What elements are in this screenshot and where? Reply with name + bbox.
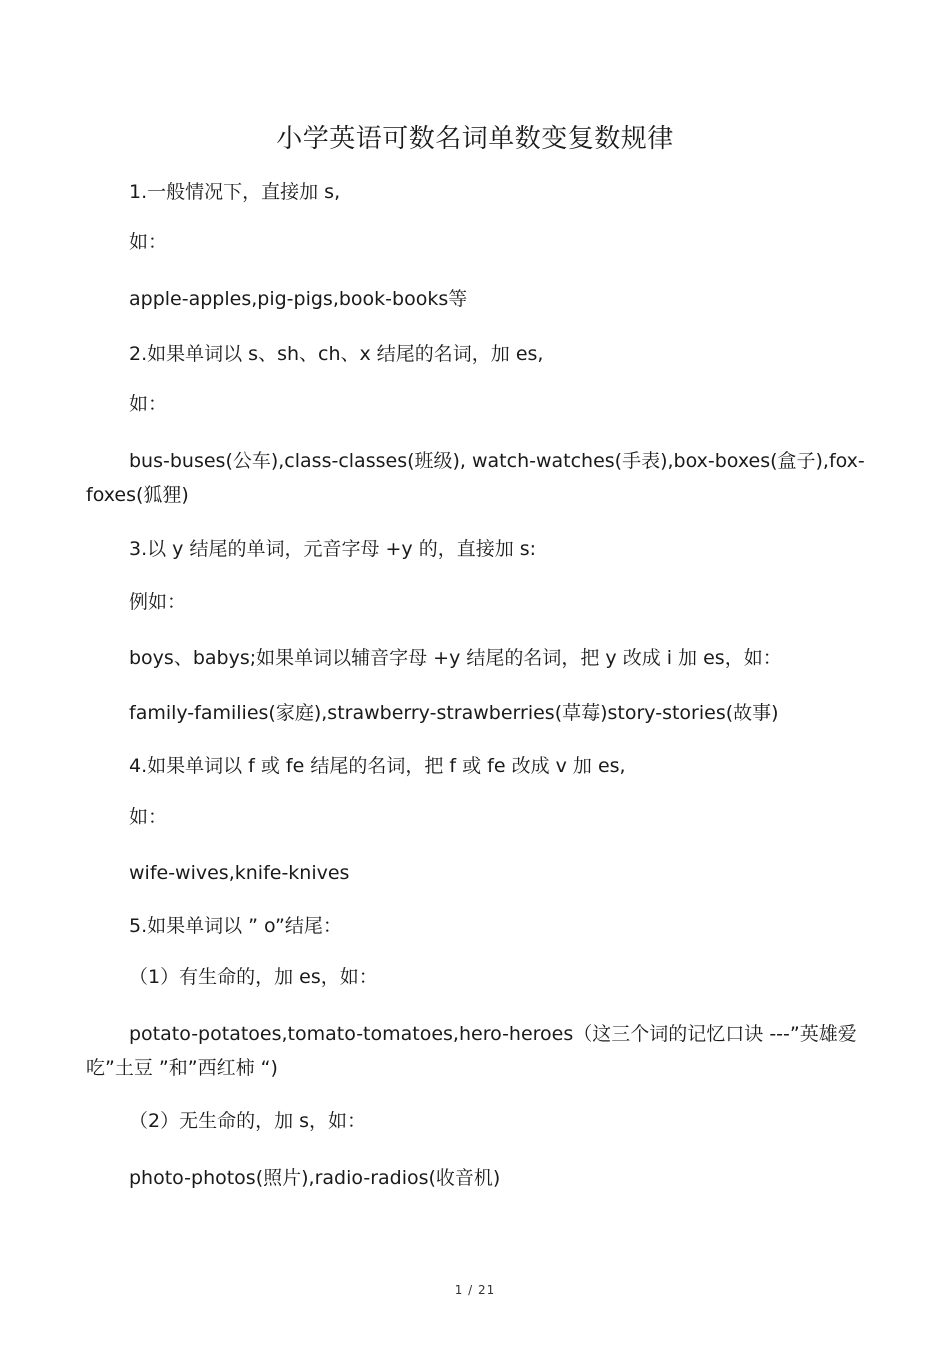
rule-1-heading: 1.一般情况下，直接加 s, [129,181,341,203]
rule-5-sub-1-examples: potato-potatoes,tomato-tomatoes,hero-heroes（这三个词的记忆口诀 ---”英雄爱吃”土豆 ”和”西红柿 “) [86,1023,857,1079]
rule-4-examples: wife-wives,knife-knives [129,862,350,884]
rule-3-example-label: 例如： [129,591,187,613]
page-number: 1 / 21 [454,1283,496,1297]
rule-4-example-label: 如： [129,806,168,828]
rule-5-sub-1-heading: （1）有生命的，加 es，如： [129,966,378,988]
rule-5-sub-2-examples: photo-photos(照片),radio-radios(收音机) [129,1167,501,1189]
page-title: 小学英语可数名词单数变复数规律 [276,124,674,154]
rule-3-heading: 3.以 y 结尾的单词，元音字母 +y 的，直接加 s: [129,538,537,560]
rule-4-heading: 4.如果单词以 f 或 fe 结尾的名词，把 f 或 fe 改成 v 加 es, [129,755,626,777]
rule-2-example-label: 如： [129,393,168,415]
rule-1-example-label: 如： [129,231,168,253]
rule-3-more-examples: family-families(家庭),strawberry-strawberries(草莓)story-stories(故事) [129,702,779,724]
rule-2-heading: 2.如果单词以 s、sh、ch、x 结尾的名词，加 es, [129,343,544,365]
rule-5-heading: 5.如果单词以 ” o”结尾： [129,915,342,937]
rule-1-examples: apple-apples,pig-pigs,book-books等 [129,288,468,310]
rule-3-examples: boys、babys;如果单词以辅音字母 +y 结尾的名词，把 y 改成 i 加 es，如： [129,647,782,669]
rule-2-examples: bus-buses(公车),class-classes(班级), watch-watches(手表),box-boxes(盒子),fox-foxes(狐狸) [86,450,865,506]
rule-5-sub-2-heading: （2）无生命的，加 s，如： [129,1110,367,1132]
